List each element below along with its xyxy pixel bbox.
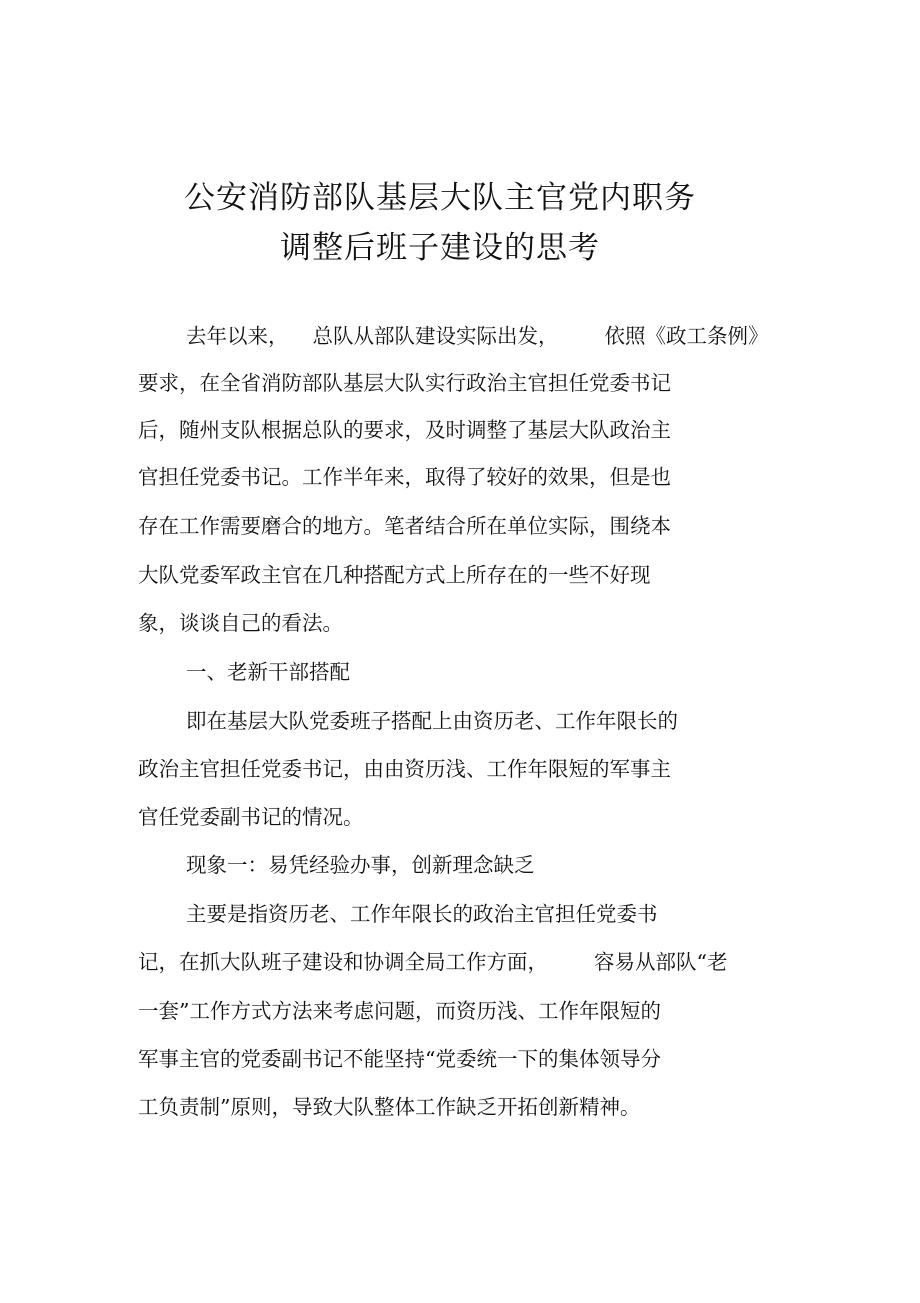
paragraph-line: 军事主官的党委副书记不能坚持“党委统一下的集体领导分 (138, 1047, 661, 1071)
text-segment: 总队从部队建设实际出发， (312, 324, 559, 348)
paragraph-line (138, 948, 727, 976)
section-heading: 一、老新干部搭配 (186, 660, 350, 684)
paragraph-line: 工负责制”原则，导致大队整体工作缺乏开拓创新精神。 (138, 1095, 641, 1119)
subsection-heading: 现象一：易凭经验办事，创新理念缺乏 (186, 853, 535, 877)
paragraph-line: 大队党委军政主官在几种搭配方式上所存在的一些不好现 (138, 563, 651, 587)
paragraph-line: 官担任党委书记。工作半年来，取得了较好的效果，但是也 (138, 465, 671, 489)
paragraph-line: 一套”工作方式方法来考虑问题，而资历浅、工作年限短的 (138, 999, 661, 1023)
document-title-line-2: 调整后班子建设的思考 (280, 230, 600, 266)
paragraph-line (186, 322, 769, 350)
document-title-line-1: 公安消防部队基层大队主官党内职务 (184, 180, 696, 216)
paragraph-line: 即在基层大队党委班子搭配上由资历老、工作年限长的 (186, 709, 678, 733)
text-segment: 去年以来， (186, 324, 289, 348)
text-segment: 容易从部队“老 (594, 950, 728, 974)
paragraph-line: 要求，在全省消防部队基层大队实行政治主官担任党委书记 (138, 371, 671, 395)
paragraph-line: 象，谈谈自己的看法。 (138, 611, 343, 635)
paragraph-line: 存在工作需要磨合的地方。笔者结合所在单位实际，围绕本 (138, 514, 671, 538)
text-segment: 记，在抓大队班子建设和协调全局工作方面， (138, 950, 548, 974)
paragraph-line: 官任党委副书记的情况。 (138, 805, 364, 829)
paragraph-line: 后，随州支队根据总队的要求，及时调整了基层大队政治主 (138, 418, 671, 442)
text-segment: 依照《政工条例》 (604, 324, 769, 348)
paragraph-line: 政治主官担任党委书记，由由资历浅、工作年限短的军事主 (138, 757, 671, 781)
paragraph-line: 主要是指资历老、工作年限长的政治主官担任党委书 (186, 902, 658, 926)
